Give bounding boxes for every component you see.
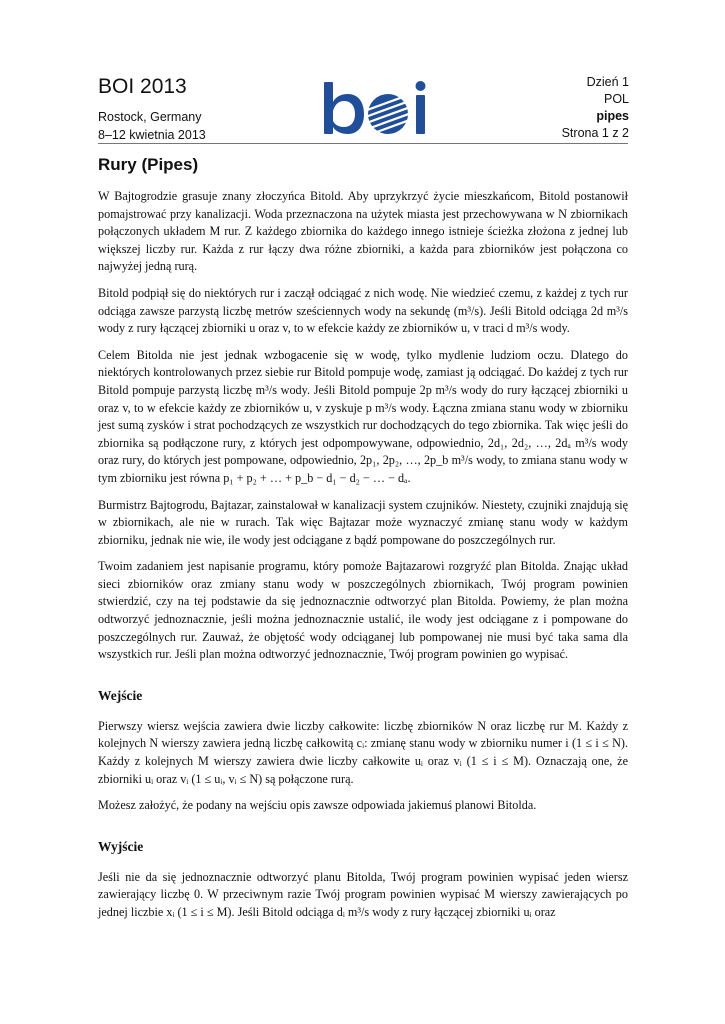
header-divider xyxy=(98,143,628,144)
statement-paragraph: Twoim zadaniem jest napisanie programu, który pomoże Bajtazarowi rozgryźć plan Bitolda. Znając układ sieci zbiorników oraz zmiany stanu wody w poszczególnych zbiornikach, Twój program powinien stwierdzić, czy na tej podstawie da się jednoznacznie odtworzyć plan Bitolda. Powiemy, że plan można odtworzyć jednoznacznie, jeśli można jednoznacznie ustalić, ile wody jest odciągane z i pompowane do poszczególnych rur. Zauważ, że objętość wody odciąganej lub pompowanej nie musi być taka sama dla wszystkich rur. Jeśli plan można odtworzyć jednoznacznie, Twój program powinien go wypisać. xyxy=(98,559,628,662)
input-paragraph: Pierwszy wiersz wejścia zawiera dwie liczby całkowite: liczbę zbiorników N oraz liczbę rur M. Każdy z kolejnych N wierszy zawiera jedną liczbę całkowitą cᵢ: zmianę stanu wody w zbiorniku numer i (1 ≤ i ≤ N). Każdy z kolejnych M wierszy zawiera dwie liczby całkowite uᵢ oraz vᵢ (1 ≤ i ≤ M). Oznaczają one, że zbiorniki uᵢ oraz vᵢ (1 ≤ uᵢ, vᵢ ≤ N) są połączone rurą. xyxy=(98,718,628,786)
output-heading: Wyjście xyxy=(98,838,144,854)
header-left xyxy=(98,74,206,144)
contest-location: Rostock, Germany xyxy=(98,110,202,124)
contest-dates: 8–12 kwietnia 2013 xyxy=(98,128,206,142)
task-statement xyxy=(98,188,628,931)
day-label: Dzień 1 xyxy=(586,75,629,89)
statement-paragraph: Burmistrz Bajtogrodu, Bajtazar, zainstalował w kanalizacji system czujników. Niestety, czujniki znajdują się w zbiornikach, ale nie w rurach. Tak więc Bajtazar może wyznaczyć zmianę stanu wody w każdym zbiorniku, jednak nie wie, ile wody jest odciągane z bądź pompowane do poszczególnych rur. xyxy=(98,497,628,547)
input-heading: Wejście xyxy=(98,687,143,703)
statement-paragraph: Bitold podpiął się do niektórych rur i zaczął odciągać z nich wodę. Nie wiedzieć czemu, z każdej z tych rur odciąga zawsze parzystą liczbę metrów sześciennych wody na sekundę (m³/s). Jeśli Bitold odciąga 2d m³/s wody z rury łączącej zbiorniki u oraz v, to w efekcie każdy ze zbiorników u, v traci d m³/s wody. xyxy=(98,285,628,336)
language-code: POL xyxy=(603,92,629,106)
task-title: Rury (Pipes) xyxy=(98,155,199,174)
page-number: Strona 1 z 2 xyxy=(561,126,629,140)
task-code: pipes xyxy=(596,109,629,123)
contest-title: BOI 2013 xyxy=(98,75,187,98)
header-right xyxy=(562,74,629,142)
statement-paragraph: Celem Bitolda nie jest jednak wzbogacenie się w wodę, tylko mydlenie ludziom oczu. Dlatego do niektórych kontrolowanych przez siebie rur Bitold pompuje wodę, zamiast ją odciągać. Do każdej z tych rur Bitold pompuje parzystą liczbę m³/s wody. Jeśli Bitold pompuje 2p m³/s wody do rury łączącej zbiorniki u oraz v, to w efekcie każdy ze zbiorników u, v zyskuje p m³/s wody. Łączna zmiana stanu wody w zbiorniku jest sumą zysków i strat pochodzących ze wszystkich rur dochodzących do tego zbiornika. Tak więc jeśli do zbiornika są podłączone rury, z których jest odpompowywane, odpowiednio, 2d₁, 2d₂, …, 2dₐ m³/s wody oraz rury, do których jest pompowane, odpowiednio, 2p₁, 2p₂, …, 2p_b m³/s wody, to zmiana stanu wody w tym zbiorniku jest równa p₁ + p₂ + … + p_b − d₁ − d₂ − … − dₐ. xyxy=(98,347,628,485)
input-paragraph: Możesz założyć, że podany na wejściu opis zawsze odpowiada jakiemuś planowi Bitolda. xyxy=(98,798,537,813)
output-paragraph: Jeśli nie da się jednoznacznie odtworzyć planu Bitolda, Twój program powinien wypisać jeden wiersz zawierający liczbę 0. W przeciwnym razie Twój program powinien wypisać M wierszy zawierających po jednej liczbie xᵢ (1 ≤ i ≤ M). Jeśli Bitold odciąga dᵢ m³/s wody z rury łączącej zbiorniki uᵢ oraz xyxy=(98,869,628,919)
boi-logo xyxy=(322,80,432,136)
statement-paragraph: W Bajtogrodzie grasuje znany złoczyńca Bitold. Aby uprzykrzyć życie mieszkańcom, Bitold postanowił pomajstrować przy kanalizacji. Woda przeznaczona na użytek miasta jest przechowywana w N zbiornikach połączonych układem M rur. Z każdego zbiornika do każdego innego istnieje ścieżka złożona z jednej lub większej liczby rur. Każda z rur łączy dwa różne zbiorniki, a każda para zbiorników jest połączona co najwyżej jedną rurą. xyxy=(98,189,628,274)
